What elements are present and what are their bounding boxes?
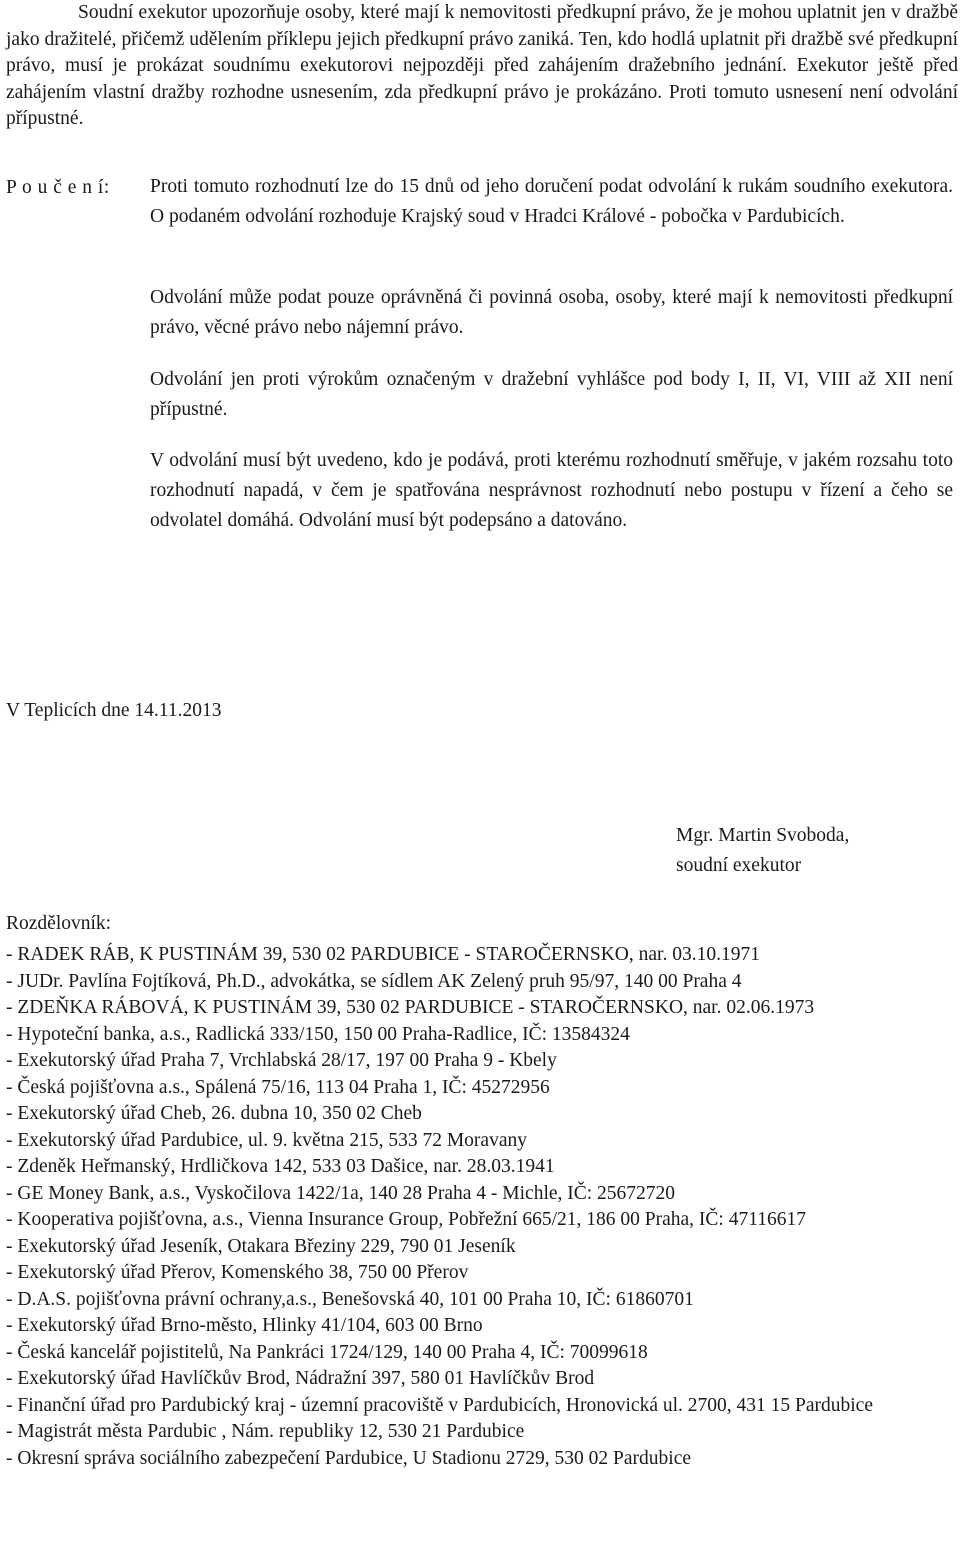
list-item: - Exekutorský úřad Přerov, Komenského 38, 750 00 Přerov (6, 1262, 469, 1283)
list-item: - Exekutorský úřad Brno-město, Hlinky 41/104, 603 00 Brno (6, 1315, 483, 1336)
poucheni-paragraph-1: Proti tomuto rozhodnutí lze do 15 dnů od jeho doručení podat odvolání k rukám soudního exekutora. O podaném odvolání rozhoduje Krajský soud v Hradci Králové - pobočka v Pardubicích. (150, 176, 953, 227)
list-item: - Exekutorský úřad Havlíčkův Brod, Nádražní 397, 580 01 Havlíčkův Brod (6, 1368, 595, 1389)
intro-paragraph: Soudní exekutor upozorňuje osoby, které mají k nemovitosti předkupní právo, že je mohou uplatnit jen v dražbě jako dražitelé, přičemž udělením příklepu jejich předkupní právo zaniká. Ten, kdo hodlá uplatnit při dražbě své předkupní právo, musí je prokázat soudnímu exekutorovi nejpozději před zahájením dražebního jednání. Exekutor ještě před zahájením vlastní dražby rozhodne usnesením, zda předkupní právo je prokázáno. Proti tomuto usnesení není odvolání přípustné. (6, 2, 958, 129)
list-item: - RADEK RÁB, K PUSTINÁM 39, 530 02 PARDUBICE - STAROČERNSKO, nar. 03.10.1971 (6, 944, 760, 965)
list-item: - Hypoteční banka, a.s., Radlická 333/150, 150 00 Praha-Radlice, IČ: 13584324 (6, 1023, 630, 1045)
list-item: - Exekutorský úřad Cheb, 26. dubna 10, 350 02 Cheb (6, 1103, 422, 1124)
list-item: - Česká kancelář pojistitelů, Na Pankráci 1724/129, 140 00 Praha 4, IČ: 70099618 (6, 1341, 648, 1363)
date-line: V Teplicích dne 14.11.2013 (6, 700, 222, 721)
distribution-list (6, 942, 958, 1472)
poucheni-label: P o u č e n í: (6, 177, 110, 198)
list-item: - Česká pojišťovna a.s., Spálená 75/16, 113 04 Praha 1, IČ: 45272956 (6, 1076, 550, 1098)
list-item: - GE Money Bank, a.s., Vyskočilova 1422/1a, 140 28 Praha 4 - Michle, IČ: 25672720 (6, 1182, 676, 1204)
poucheni-paragraph-3: Odvolání jen proti výrokům označeným v dražební vyhlášce pod body I, II, VI, VIII až XII není přípustné. (150, 369, 953, 420)
distribution-title: Rozdělovník: (6, 913, 112, 934)
signature-title: soudní exekutor (676, 855, 802, 876)
list-item: - Zdeněk Heřmanský, Hrdličkova 142, 533 03 Dašice, nar. 28.03.1941 (6, 1156, 555, 1177)
list-item: - Finanční úřad pro Pardubický kraj - územní pracoviště v Pardubicích, Hronovická ul. 2700, 431 15 Pardubice (6, 1394, 873, 1416)
list-item: - JUDr. Pavlína Fojtíková, Ph.D., advokátka, se sídlem AK Zelený pruh 95/97, 140 00 Praha 4 (6, 970, 742, 992)
poucheni-paragraph-2: Odvolání může podat pouze oprávněná či povinná osoba, osoby, které mají k nemovitosti předkupní právo, věcné právo nebo nájemní právo. (150, 287, 953, 338)
list-item: - ZDEŇKA RÁBOVÁ, K PUSTINÁM 39, 530 02 PARDUBICE - STAROČERNSKO, nar. 02.06.1973 (6, 997, 815, 1018)
list-item: - Exekutorský úřad Praha 7, Vrchlabská 28/17, 197 00 Praha 9 - Kbely (6, 1050, 557, 1071)
signature-block (676, 821, 849, 881)
signature-name: Mgr. Martin Svoboda, (676, 825, 850, 846)
list-item: - Magistrát města Pardubic , Nám. republiky 12, 530 21 Pardubice (6, 1421, 525, 1442)
list-item: - Exekutorský úřad Jeseník, Otakara Březiny 229, 790 01 Jeseník (6, 1235, 516, 1257)
list-item: - Okresní správa sociálního zabezpečení Pardubice, U Stadionu 2729, 530 02 Pardubice (6, 1447, 692, 1469)
list-item: - D.A.S. pojišťovna právní ochrany,a.s., Benešovská 40, 101 00 Praha 10, IČ: 61860701 (6, 1288, 694, 1310)
poucheni-paragraph-4: V odvolání musí být uvedeno, kdo je podává, proti kterému rozhodnutí směřuje, v jakém rozsahu toto rozhodnutí napadá, v čem je spatřována nesprávnost rozhodnutí nebo postupu v řízení a čeho se odvolatel domáhá. Odvolání musí být podepsáno a datováno. (150, 450, 953, 531)
list-item: - Kooperativa pojišťovna, a.s., Vienna Insurance Group, Pobřežní 665/21, 186 00 Praha, IČ: 47116617 (6, 1209, 807, 1230)
list-item: - Exekutorský úřad Pardubice, ul. 9. května 215, 533 72 Moravany (6, 1129, 527, 1151)
